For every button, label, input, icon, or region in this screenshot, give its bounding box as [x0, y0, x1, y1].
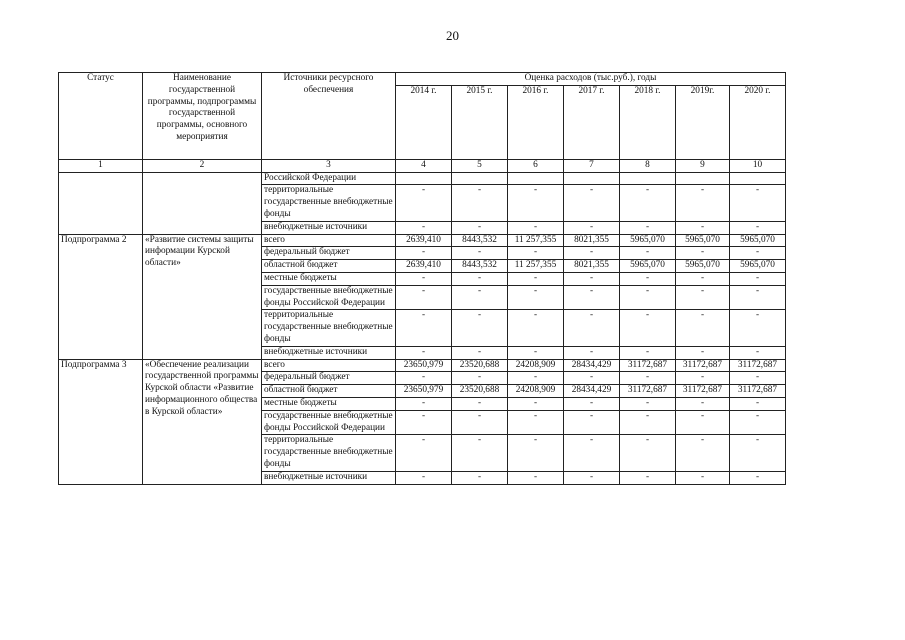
header-year: 2019г. — [676, 85, 730, 159]
value-cell: - — [508, 410, 564, 435]
source-cell: федеральный бюджет — [262, 247, 396, 260]
value-cell: 8443,532 — [452, 260, 508, 273]
source-cell: внебюджетные источники — [262, 471, 396, 484]
value-cell: 28434,429 — [564, 359, 620, 372]
column-number: 10 — [730, 159, 786, 172]
header-sources: Источники ресурсного обеспечения — [262, 73, 396, 160]
value-cell: - — [396, 185, 452, 221]
value-cell: - — [452, 185, 508, 221]
value-cell: - — [452, 346, 508, 359]
value-cell: 23520,688 — [452, 385, 508, 398]
value-cell: - — [620, 435, 676, 471]
value-cell: - — [676, 410, 730, 435]
program-name-cell: «Развитие системы защиты информации Курской области» — [143, 234, 262, 359]
source-cell: местные бюджеты — [262, 397, 396, 410]
value-cell: - — [564, 272, 620, 285]
column-number: 3 — [262, 159, 396, 172]
header-status: Статус — [59, 73, 143, 160]
value-cell: 23650,979 — [396, 359, 452, 372]
table-row — [59, 172, 786, 185]
value-cell: - — [620, 272, 676, 285]
value-cell: - — [730, 221, 786, 234]
value-cell: - — [730, 247, 786, 260]
value-cell: - — [452, 372, 508, 385]
value-cell: - — [620, 247, 676, 260]
value-cell: 5965,070 — [730, 260, 786, 273]
value-cell: - — [676, 471, 730, 484]
value-cell: 8021,355 — [564, 234, 620, 247]
value-cell: - — [730, 471, 786, 484]
header-year: 2016 г. — [508, 85, 564, 159]
value-cell: 5965,070 — [620, 260, 676, 273]
value-cell: - — [396, 285, 452, 310]
value-cell: - — [508, 346, 564, 359]
value-cell: - — [730, 346, 786, 359]
value-cell: - — [508, 247, 564, 260]
value-cell — [730, 172, 786, 185]
value-cell: - — [396, 272, 452, 285]
value-cell: 31172,687 — [730, 359, 786, 372]
value-cell: - — [508, 185, 564, 221]
value-cell: - — [508, 221, 564, 234]
value-cell: - — [730, 372, 786, 385]
value-cell: - — [452, 471, 508, 484]
value-cell: - — [730, 397, 786, 410]
value-cell: - — [620, 185, 676, 221]
status-cell — [59, 172, 143, 234]
source-cell: всего — [262, 234, 396, 247]
value-cell: - — [620, 310, 676, 346]
value-cell: - — [564, 346, 620, 359]
value-cell: 31172,687 — [676, 385, 730, 398]
value-cell: - — [676, 247, 730, 260]
column-number: 5 — [452, 159, 508, 172]
column-number: 7 — [564, 159, 620, 172]
value-cell: - — [730, 310, 786, 346]
value-cell: 23520,688 — [452, 359, 508, 372]
column-number: 1 — [59, 159, 143, 172]
header-year: 2018 г. — [620, 85, 676, 159]
source-cell: территориальные государственные внебюджетные фонды — [262, 435, 396, 471]
value-cell: 5965,070 — [620, 234, 676, 247]
value-cell: 2639,410 — [396, 234, 452, 247]
header-year: 2020 г. — [730, 85, 786, 159]
value-cell: - — [452, 272, 508, 285]
value-cell: 23650,979 — [396, 385, 452, 398]
value-cell: 31172,687 — [676, 359, 730, 372]
source-cell: всего — [262, 359, 396, 372]
value-cell: 31172,687 — [730, 385, 786, 398]
status-cell: Подпрограмма 2 — [59, 234, 143, 359]
value-cell: - — [730, 435, 786, 471]
value-cell: - — [564, 285, 620, 310]
value-cell: - — [396, 372, 452, 385]
value-cell: - — [452, 221, 508, 234]
column-number: 2 — [143, 159, 262, 172]
source-cell: областной бюджет — [262, 260, 396, 273]
value-cell: - — [508, 310, 564, 346]
value-cell: - — [564, 435, 620, 471]
value-cell: - — [676, 185, 730, 221]
value-cell: 31172,687 — [620, 385, 676, 398]
source-cell: федеральный бюджет — [262, 372, 396, 385]
value-cell: 8443,532 — [452, 234, 508, 247]
source-cell: местные бюджеты — [262, 272, 396, 285]
value-cell: 5965,070 — [730, 234, 786, 247]
header-name: Наименование государственной программы, подпрограммы государственной программы, основного мероприятия — [143, 73, 262, 160]
value-cell: - — [620, 346, 676, 359]
column-number: 6 — [508, 159, 564, 172]
value-cell — [452, 172, 508, 185]
value-cell: - — [396, 471, 452, 484]
value-cell: - — [564, 397, 620, 410]
value-cell: - — [676, 310, 730, 346]
value-cell: - — [620, 372, 676, 385]
value-cell: 24208,909 — [508, 385, 564, 398]
value-cell: - — [452, 285, 508, 310]
value-cell: - — [676, 272, 730, 285]
source-cell: внебюджетные источники — [262, 346, 396, 359]
value-cell: - — [620, 410, 676, 435]
expenditure-table — [58, 72, 786, 485]
value-cell: 5965,070 — [676, 234, 730, 247]
value-cell — [508, 172, 564, 185]
value-cell: 24208,909 — [508, 359, 564, 372]
value-cell — [564, 172, 620, 185]
value-cell: - — [730, 272, 786, 285]
value-cell: 2639,410 — [396, 260, 452, 273]
source-cell: территориальные государственные внебюджетные фонды — [262, 310, 396, 346]
program-name-cell: «Обеспечение реализации государственной программы Курской области «Развитие информационного общества в Курской области» — [143, 359, 262, 484]
value-cell: - — [620, 221, 676, 234]
header-estimate: Оценка расходов (тыс.руб.), годы — [396, 73, 786, 86]
value-cell: - — [396, 310, 452, 346]
value-cell: - — [564, 310, 620, 346]
value-cell: - — [564, 247, 620, 260]
value-cell: 8021,355 — [564, 260, 620, 273]
page-number: 20 — [446, 28, 459, 43]
value-cell: - — [620, 471, 676, 484]
value-cell: 28434,429 — [564, 385, 620, 398]
value-cell: - — [564, 471, 620, 484]
value-cell: - — [396, 346, 452, 359]
value-cell: - — [508, 272, 564, 285]
value-cell: - — [730, 410, 786, 435]
value-cell: - — [676, 346, 730, 359]
value-cell: - — [508, 285, 564, 310]
value-cell: - — [396, 410, 452, 435]
value-cell: - — [396, 247, 452, 260]
value-cell — [676, 172, 730, 185]
value-cell: - — [564, 410, 620, 435]
source-cell: государственные внебюджетные фонды Российской Федерации — [262, 410, 396, 435]
value-cell: - — [676, 221, 730, 234]
value-cell: - — [452, 247, 508, 260]
value-cell: - — [676, 397, 730, 410]
value-cell — [620, 172, 676, 185]
status-cell: Подпрограмма 3 — [59, 359, 143, 484]
column-number: 8 — [620, 159, 676, 172]
value-cell: - — [676, 435, 730, 471]
source-cell: областной бюджет — [262, 385, 396, 398]
value-cell: - — [396, 435, 452, 471]
value-cell: - — [452, 397, 508, 410]
value-cell: - — [452, 310, 508, 346]
value-cell: - — [396, 397, 452, 410]
value-cell: - — [676, 285, 730, 310]
table-row — [59, 234, 786, 247]
value-cell — [396, 172, 452, 185]
column-number: 9 — [676, 159, 730, 172]
value-cell: 11 257,355 — [508, 260, 564, 273]
value-cell: 5965,070 — [676, 260, 730, 273]
source-cell: государственные внебюджетные фонды Российской Федерации — [262, 285, 396, 310]
value-cell: - — [452, 435, 508, 471]
header-year: 2017 г. — [564, 85, 620, 159]
table-row — [59, 359, 786, 372]
source-cell: Российской Федерации — [262, 172, 396, 185]
source-cell: внебюджетные источники — [262, 221, 396, 234]
value-cell: - — [620, 285, 676, 310]
value-cell: - — [730, 185, 786, 221]
value-cell: - — [508, 397, 564, 410]
column-number: 4 — [396, 159, 452, 172]
value-cell: - — [564, 372, 620, 385]
header-year: 2015 г. — [452, 85, 508, 159]
program-name-cell — [143, 172, 262, 234]
value-cell: - — [564, 221, 620, 234]
value-cell: - — [620, 397, 676, 410]
value-cell: 11 257,355 — [508, 234, 564, 247]
value-cell: - — [676, 372, 730, 385]
header-year: 2014 г. — [396, 85, 452, 159]
value-cell: - — [730, 285, 786, 310]
value-cell: 31172,687 — [620, 359, 676, 372]
value-cell: - — [508, 372, 564, 385]
value-cell: - — [452, 410, 508, 435]
value-cell: - — [508, 435, 564, 471]
value-cell: - — [508, 471, 564, 484]
source-cell: территориальные государственные внебюджетные фонды — [262, 185, 396, 221]
value-cell: - — [564, 185, 620, 221]
value-cell: - — [396, 221, 452, 234]
